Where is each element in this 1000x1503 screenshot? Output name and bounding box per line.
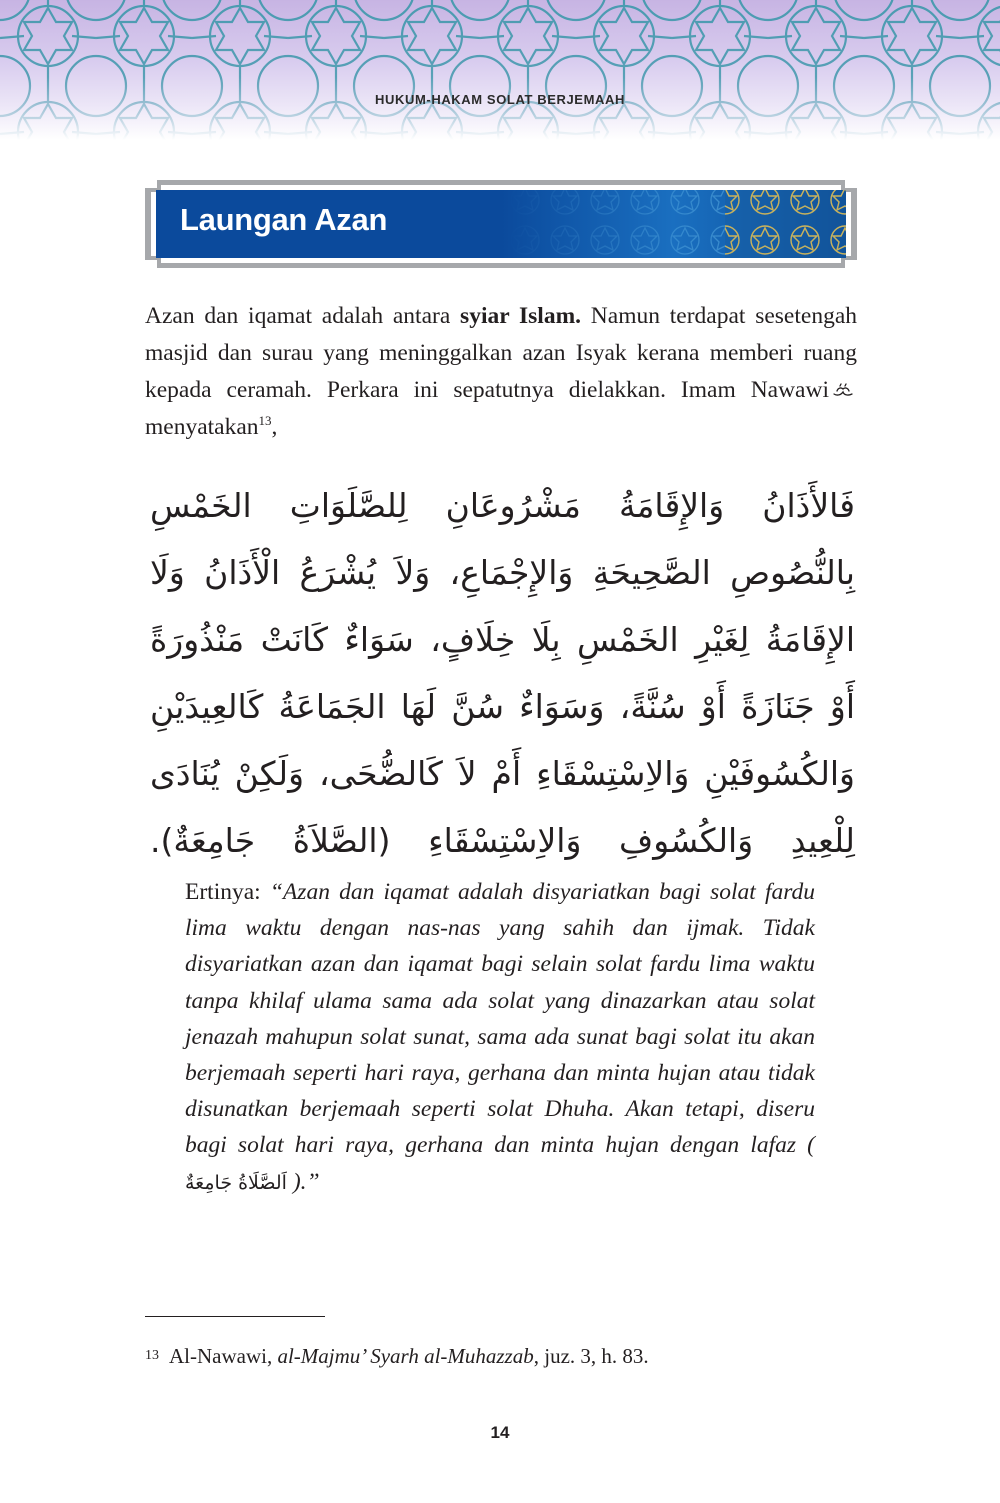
body-text-3: menyatakan <box>145 414 259 440</box>
honorific-rahimahullah-icon <box>832 382 854 398</box>
body-text-end: , <box>271 414 278 440</box>
header-geometric-pattern <box>0 0 1000 140</box>
footnote-author: Al-Nawawi, <box>169 1344 278 1368</box>
translation-paragraph <box>185 874 815 1201</box>
translation-arabic-phrase: اَلصَّلَاةُ جَامِعَةٌ <box>185 1171 287 1194</box>
body-paragraph <box>145 298 857 446</box>
arabic-line: لِلْعِيدِ وَالكُسُوفِ وَالاِسْتِسْقَاءِ (الصَّلاَةُ جَامِعَةٌ). <box>150 821 855 860</box>
translation-label: Ertinya: <box>185 879 270 905</box>
section-title: Laungan Azan <box>180 202 388 237</box>
header-pattern-band <box>0 0 1000 140</box>
body-text-2: Namun terdapat sesetengah masjid dan surau yang meninggalkan azan Isyak kerana memberi ruang kepada ceramah. Perkara ini sepatutnya dielakkan. Imam Nawawi <box>145 303 857 403</box>
running-header: HUKUM-HAKAM SOLAT BERJEMAAH <box>375 92 625 107</box>
arabic-line: الإِقَامَةُ لِغَيْرِ الخَمْسِ بِلَا خِلَافٍ، سَوَاءٌ كَانَتْ مَنْذُورَةً <box>150 620 855 659</box>
body-text-1: Azan dan iqamat adalah antara <box>145 303 461 329</box>
arabic-quotation <box>150 472 855 874</box>
footnote-divider <box>145 1316 325 1317</box>
arabic-line: وَالكُسُوفَيْنِ وَالاِسْتِسْقَاءِ أَمْ لاَ كَالضُّحَى، وَلَكِنْ يُنَادَى <box>150 754 855 793</box>
arabic-line: أَوْ جَنَازَةً أَوْ سُنَّةً، وَسَوَاءٌ سُنَّ لَهَا الجَمَاعَةُ كَالعِيدَيْنِ <box>150 687 855 726</box>
page-number: 14 <box>490 1423 510 1442</box>
footnote-reference[interactable]: 13 <box>258 413 272 429</box>
footnote-title: al-Majmu’ Syarh al-Muhazzab <box>277 1344 534 1368</box>
body-bold-text: syiar Islam. <box>460 303 582 329</box>
arabic-line: بِالنُّصُوصِ الصَّحِيحَةِ وَالإِجْمَاعِ، وَلاَ يُشْرَعُ الْأَذَانُ وَلَا <box>150 553 855 592</box>
footnote <box>145 1342 857 1370</box>
arabic-line: فَالأَذَانُ وَالإِقَامَةُ مَشْرُوعَانِ لِلصَّلَوَاتِ الخَمْسِ <box>150 486 855 525</box>
footnote-rest: , juz. 3, h. 83. <box>533 1344 649 1368</box>
section-banner <box>145 180 857 268</box>
translation-text-2: ).” <box>286 1168 320 1195</box>
footnote-number: 13 <box>145 1348 159 1363</box>
translation-text-1: “Azan dan iqamat adalah disyariatkan bagi solat fardu lima waktu dengan nas-nas yang sahih dan ijmak. Tidak disyariatkan azan dan iqamat bagi selain solat fardu lima waktu tanpa khilaf ulama sama ada solat yang dinazarkan atau solat jenazah mahupun solat sunat, sama ada sunat bagi solat itu akan berjemaah seperti hari raya, gerhana dan minta hujan atau tidak disunatkan berjemaah seperti solat Dhuha. Akan tetapi, diseru bagi solat hari raya, gerhana dan minta hujan dengan lafaz ( <box>185 879 815 1159</box>
